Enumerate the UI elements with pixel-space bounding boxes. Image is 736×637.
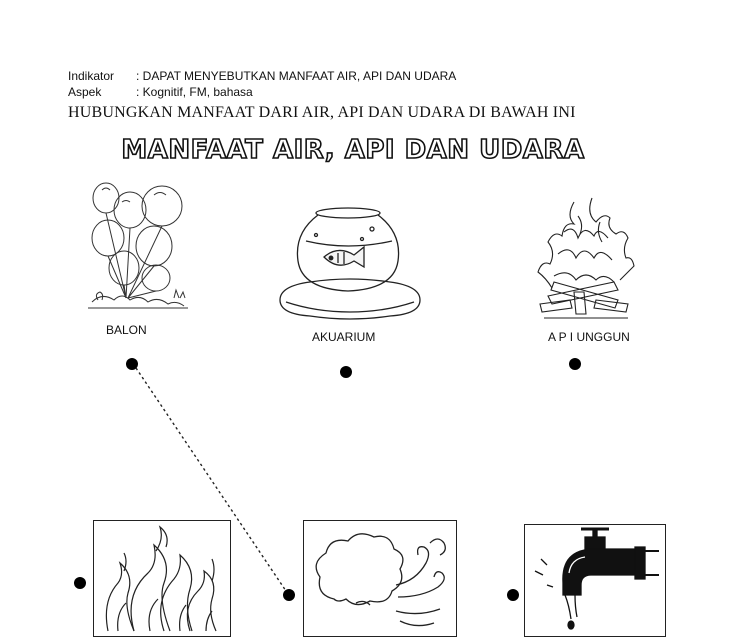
balloons-icon [84, 180, 194, 315]
label-akuarium: AKUARIUM [312, 330, 376, 344]
label-api-unggun: A P I UNGGUN [548, 330, 630, 344]
aspect-row [68, 85, 588, 100]
dot-fire[interactable] [74, 577, 86, 589]
fire-icon [94, 521, 230, 631]
dot-balon[interactable] [126, 358, 138, 370]
aquarium-picture [276, 205, 424, 325]
instruction-text: HUBUNGKAN MANFAAT DARI AIR, API DAN UDARA DI BAWAH INI [68, 104, 576, 121]
box-wind [303, 520, 457, 637]
dot-wind[interactable] [283, 589, 295, 601]
aspect-label: Aspek [68, 85, 102, 99]
indicator-value: : DAPAT MENYEBUTKAN MANFAAT AIR, API DAN UDARA [136, 69, 457, 83]
campfire-picture [534, 192, 634, 320]
dot-akuarium[interactable] [340, 366, 352, 378]
title-svg [0, 128, 736, 168]
label-balon: BALON [106, 323, 147, 337]
fishbowl-icon [276, 205, 424, 325]
page-title: MANFAAT AIR, API DAN UDARA [121, 135, 585, 165]
dot-api-unggun[interactable] [569, 358, 581, 370]
box-water [524, 524, 666, 637]
water-tap-icon [525, 525, 665, 631]
balloons-picture [84, 180, 194, 315]
wind-icon [304, 521, 456, 631]
dot-water[interactable] [507, 589, 519, 601]
indicator-row [68, 69, 588, 84]
title-banner [0, 128, 736, 168]
campfire-icon [534, 192, 634, 320]
aspect-value: : Kognitif, FM, bahasa [136, 85, 253, 99]
indicator-label: Indikator [68, 69, 115, 83]
box-fire [93, 520, 231, 637]
